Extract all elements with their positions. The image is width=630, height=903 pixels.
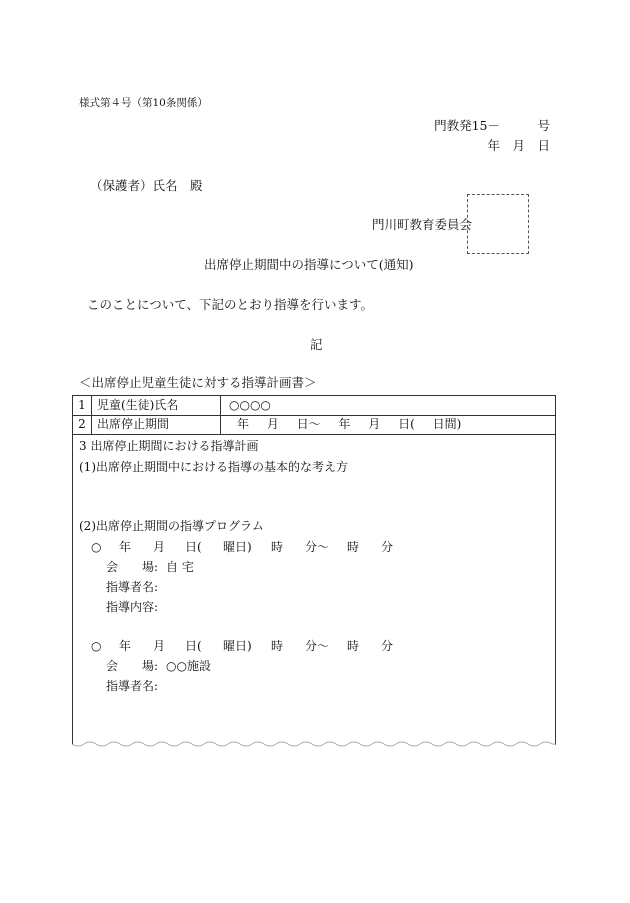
- instructor-line: [106, 581, 158, 593]
- section-3-heading: 3 出席停止期間における指導計画: [79, 439, 259, 453]
- row-number: 2: [73, 415, 92, 434]
- content-label: 指導内容:: [106, 600, 159, 614]
- date-part: 曜日): [223, 639, 252, 653]
- body-text: このことについて、下記のとおり指導を行います。: [87, 297, 374, 312]
- date-part: 年: [119, 540, 132, 554]
- torn-edge-line: [72, 742, 556, 746]
- venue-label: 会 場:: [106, 659, 159, 673]
- table-row: [73, 396, 555, 416]
- session-bullet: ○: [91, 540, 102, 554]
- date-part: 日(: [185, 639, 202, 653]
- content-line: [106, 601, 158, 613]
- date-part: 時: [271, 639, 284, 653]
- date-part: 曜日): [223, 540, 252, 554]
- section-3-1-heading: (1)出席停止期間中における指導の基本的な考え方: [79, 460, 348, 474]
- venue-value: ○○施設: [166, 659, 211, 673]
- document-subject: 出席停止期間中の指導について(通知): [204, 257, 414, 272]
- date-part: 分～: [305, 540, 330, 554]
- date-part: 時: [347, 639, 360, 653]
- issuer-name: 門川町教育委員会: [372, 217, 473, 232]
- row-label: 児童(生徒)氏名: [91, 396, 221, 415]
- instructor-line: [106, 680, 158, 692]
- venue-label: 会 場:: [106, 560, 159, 574]
- plan-title: ＜出席停止児童生徒に対する指導計画書＞: [79, 375, 317, 390]
- venue-value: 自 宅: [166, 560, 194, 574]
- date-part: 年: [119, 639, 132, 653]
- instructor-label: 指導者名:: [106, 679, 159, 693]
- date-part: 時: [347, 540, 360, 554]
- venue-line: [106, 561, 194, 573]
- issue-date: 年 月 日: [487, 138, 550, 153]
- row-label: 出席停止期間: [91, 415, 221, 434]
- guidance-plan-table: [72, 395, 556, 745]
- date-part: 分: [381, 639, 394, 653]
- ki-marker: 記: [310, 337, 323, 352]
- document-number: 門教発15－ 号: [434, 118, 550, 133]
- date-part: 日(: [185, 540, 202, 554]
- torn-edge: [72, 740, 556, 752]
- table-row: [73, 415, 555, 435]
- student-name-value: ○○○○: [229, 398, 271, 412]
- addressee: （保護者）氏名 殿: [90, 178, 203, 193]
- seal-box: [467, 194, 529, 254]
- row-number: 1: [73, 396, 92, 415]
- date-part: 月: [153, 639, 166, 653]
- date-part: 分: [381, 540, 394, 554]
- date-part: 時: [271, 540, 284, 554]
- section-3-2-heading: (2)出席停止期間の指導プログラム: [79, 519, 264, 533]
- form-number: 様式第４号（第10条関係）: [79, 97, 208, 109]
- instructor-label: 指導者名:: [106, 580, 159, 594]
- suspension-period-value: 年 月 日～ 年 月 日( 日間): [237, 417, 462, 431]
- venue-line: [106, 660, 211, 672]
- session-bullet: ○: [91, 639, 102, 653]
- date-part: 分～: [305, 639, 330, 653]
- date-part: 月: [153, 540, 166, 554]
